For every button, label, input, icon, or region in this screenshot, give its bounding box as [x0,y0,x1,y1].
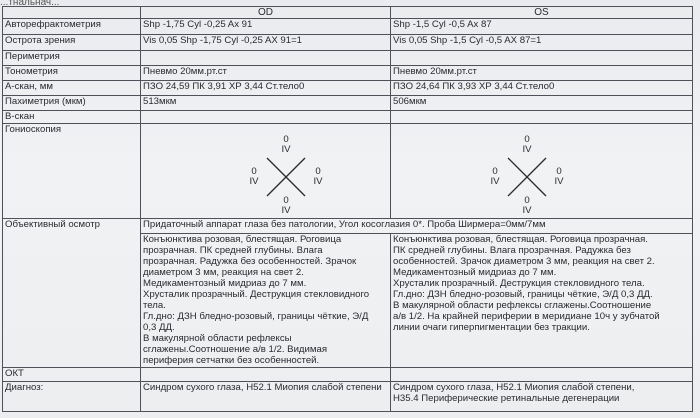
label-ascan: А-скан, мм [3,81,141,96]
row-pachymetry [3,96,693,111]
cut-header-fragment: ...тнальнач... [0,0,60,6]
os-gonio-right [552,167,566,187]
header-od: OD [141,7,391,19]
os-gonioscopy-diagram [391,124,692,218]
od-gonio-top-grade1: 0 [283,134,289,145]
od-tonometry: Пневмо 20мм.рт.ст [141,66,391,81]
header-row [3,7,693,19]
os-objective-line: линии очаги гиперпигментации без тракции. [393,322,590,333]
od-gonio-left-grade2: IV [249,176,259,187]
od-acuity: Vis 0,05 Shp -1,75 Cyl -0,25 AX 91=1 [141,35,391,51]
od-objective-line: 0,3 ДД. [143,322,175,333]
od-autorefracto: Shp -1,75 Cyl -0,25 Ax 91 [141,19,391,35]
row-ascan [3,81,693,96]
row-diagnosis [3,382,693,412]
od-perimetry [141,51,391,66]
od-objective-line: диаметром 3 мм, реакция на свет 2. [143,267,304,278]
od-gonio-right-grade1: 0 [315,166,321,177]
od-objective-line: тела. [143,300,166,311]
label-gonioscopy: Гониоскопия [3,124,141,219]
label-perimetry: Периметрия [3,51,141,66]
row-perimetry [3,51,693,66]
os-gonio-top-grade2: IV [522,144,532,155]
row-oct [3,368,693,382]
label-pachymetry: Пахиметрия (мкм) [3,96,141,111]
label-objective: Объективный осмотр [3,219,141,368]
os-objective-line: Хрусталик прозрачный. Деструкция стекловидного тела. [393,278,645,289]
os-gonioscopy [391,124,693,219]
label-diagnosis: Диагноз: [3,382,141,412]
od-objective-line: периферия сетчатки без особенностей. [143,355,320,366]
os-acuity: Vis 0,05 Shp -1,5 Cyl -0,5 AX 87=1 [391,35,693,51]
od-diagnosis: Синдром сухого глаза, Н52.1 Миопия слабой степени [141,382,391,412]
od-objective-line: сглажены.Соотношение а/в 1/2. Видимая [143,344,328,355]
row-autorefracto [3,19,693,35]
label-autorefracto: Авторефрактометрия [3,19,141,35]
od-ascan: ПЗО 24,59 ПК 3,91 ХР 3,44 Ст.тело0 [141,81,391,96]
os-pachymetry: 506мкм [391,96,693,111]
od-oct [141,368,391,382]
header-os: OS [391,7,693,19]
os-gonio-right-grade2: IV [554,176,564,187]
od-objective-line: прозрачная. Радужка без особенностей. Зрачок [143,256,357,267]
od-objective-line: Медикаментозный мидриаз до 7 мм. [143,278,307,289]
os-objective-line: Медикаментозный мидриаз до 7 мм. [393,267,557,278]
od-objective-line: Хрусталик прозрачный. Деструкция стекловидного [143,289,370,300]
header-label-cell [3,7,141,19]
os-gonio-left [488,167,502,187]
od-gonio-top [279,135,293,155]
od-gonio-bottom-grade1: 0 [283,195,289,206]
os-gonio-top [520,135,534,155]
label-oct: ОКТ [3,368,141,382]
os-autorefracto: Shp -1,5 Cyl -0,5 Ax 87 [391,19,693,35]
os-tonometry: Пневмо 20мм.рт.ст [391,66,693,81]
od-objective [141,234,391,368]
row-objective-common [3,219,693,234]
os-objective-line: Конъюнктива розовая, блестящая. Роговица прозрачная. [393,234,648,245]
od-objective-line: прозрачная. ПК средней глубины. Влага [143,245,323,256]
label-tonometry: Тонометрия [3,66,141,81]
os-gonio-top-grade1: 0 [524,134,530,145]
os-objective-line: а/в 1/2. На крайней периферии в меридиане 10ч у зубчатой [393,311,660,322]
os-objective-line: особенностей. Зрачок диаметром 3 мм, реакция на свет 2. [393,256,655,267]
os-diagnosis-line: Н35.4 Периферические ретинальные дегенерации [393,393,620,404]
row-tonometry [3,66,693,81]
od-gonio-bottom-grade2: IV [281,205,291,216]
os-gonio-bottom [520,196,534,216]
os-ascan: ПЗО 24,64 ПК 3,93 ХР 3,44 Ст.тело0 [391,81,693,96]
exam-table [2,6,693,412]
od-bscan [141,111,391,124]
od-objective-line: Конъюнктива розовая, блестящая. Роговица [143,234,342,245]
os-objective-line: В макулярной области рефлексы сглажены.Соотношение [393,300,652,311]
od-gonio-right [311,167,325,187]
os-gonio-right-grade1: 0 [556,166,562,177]
os-gonio-left-grade1: 0 [492,166,498,177]
od-gonio-right-grade2: IV [313,176,323,187]
label-acuity: Острота зрения [3,35,141,51]
os-objective-line: ПК средней глубины. Влага прозрачная. Радужка без [393,245,631,256]
row-bscan [3,111,693,124]
os-oct [391,368,693,382]
objective-both-eyes: Придаточный аппарат глаза без патологии, Угол косоглазия 0*. Проба Ширмера=0мм/7мм [141,219,693,234]
od-gonio-left [247,167,261,187]
od-pachymetry: 513мкм [141,96,391,111]
os-bscan [391,111,693,124]
os-gonio-bottom-grade2: IV [522,205,532,216]
row-gonioscopy [3,124,693,219]
od-gonio-left-grade1: 0 [251,166,257,177]
os-gonio-left-grade2: IV [490,176,500,187]
od-objective-line: В макулярной области рефлексы [143,333,292,344]
od-gonioscopy-diagram [141,124,390,218]
od-gonio-top-grade2: IV [281,144,291,155]
od-gonioscopy [141,124,391,219]
od-objective-line: Гл.дно: ДЗН бледно-розовый, границы чёткие, Э/Д [143,311,369,322]
os-perimetry [391,51,693,66]
od-gonio-bottom [279,196,293,216]
os-objective-line: Гл.дно: ДЗН бледно-розовый, границы чёткие, Э/Д 0,3 ДД. [393,289,653,300]
os-gonio-bottom-grade1: 0 [524,195,530,206]
os-diagnosis [391,382,693,412]
os-diagnosis-line: Синдром сухого глаза, Н52.1 Миопия слабой степени, [393,382,635,393]
os-objective [391,234,693,368]
label-bscan: В-скан [3,111,141,124]
row-acuity [3,35,693,51]
